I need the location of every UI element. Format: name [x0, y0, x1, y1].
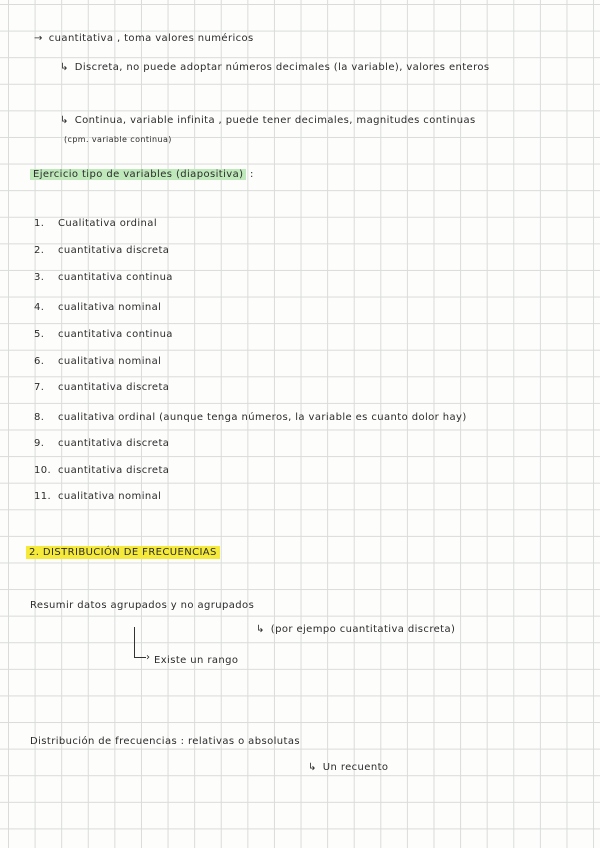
note-continua-aside: (cpm. variable continua) [64, 135, 172, 144]
ejemplo-line [256, 624, 455, 635]
list-item-text: Cualitativa ordinal [58, 218, 158, 229]
list-item-number: 8. [34, 412, 45, 423]
list-item-number: 3. [34, 272, 45, 283]
list-item-text: cuantitativa discreta [58, 245, 170, 256]
ejemplo-text: (por ejempo cuantitativa discreta) [270, 624, 456, 635]
list-item-number: 6. [34, 356, 45, 367]
list-item-number: 7. [34, 382, 45, 393]
distribucion-line: Distribución de frecuencias : relativas o absolutas [30, 736, 300, 747]
list-item [34, 272, 173, 283]
list-item-number: 9. [34, 438, 45, 449]
list-item-text: cualitativa nominal [58, 356, 162, 367]
list-item-text: cuantitativa discreta [58, 382, 170, 393]
list-item-text: cualitativa nominal [58, 491, 162, 502]
list-item [34, 356, 161, 367]
sub-arrow-icon: ↳ [60, 115, 69, 126]
list-item-number: 11. [34, 491, 52, 502]
note-discreta [60, 62, 490, 73]
list-item-number: 2. [34, 245, 45, 256]
note-continua [60, 115, 476, 126]
list-item-text: cuantitativa discreta [58, 438, 170, 449]
list-item-number: 5. [34, 329, 45, 340]
section2-heading [26, 547, 220, 558]
list-item [34, 412, 467, 423]
bracket-horizontal [134, 657, 146, 658]
list-item-text: cuantitativa continua [58, 329, 173, 340]
sub-arrow-icon: ↳ [256, 624, 265, 635]
ejercicio-heading [30, 169, 254, 180]
list-item [34, 491, 161, 502]
list-item [34, 245, 169, 256]
list-item [34, 329, 173, 340]
list-item [34, 438, 169, 449]
list-item-text: cuantitativa continua [58, 272, 173, 283]
resumir-line: Resumir datos agrupados y no agrupados [30, 600, 255, 611]
note-continua-text: Continua, variable infinita , puede tener decimales, magnitudes continuas [74, 115, 476, 126]
list-item-text: cualitativa ordinal (aunque tenga números, la variable es cuanto dolor hay) [58, 412, 467, 423]
note-discreta-text: Discreta, no puede adoptar números decimales (la variable), valores enteros [74, 62, 490, 73]
note-cuantitativa-text: cuantitativa , toma valores numéricos [48, 33, 254, 44]
section2-heading-text: 2. DISTRIBUCIÓN DE FRECUENCIAS [26, 546, 220, 559]
sub-arrow-icon: ↳ [308, 762, 317, 773]
existe-line: Existe un rango [154, 655, 239, 666]
ejercicio-heading-text: Ejercicio tipo de variables (diapositiva) [30, 169, 246, 180]
list-item-text: cuantitativa discreta [58, 465, 170, 476]
recuento-text: Un recuento [322, 762, 389, 773]
note-cuantitativa [34, 33, 254, 44]
arrow-icon: → [34, 33, 43, 44]
bracket-vertical [134, 627, 135, 657]
list-item [34, 465, 169, 476]
list-item-text: cualitativa nominal [58, 302, 162, 313]
list-item [34, 218, 157, 229]
recuento-line [308, 762, 388, 773]
list-item-number: 4. [34, 302, 45, 313]
list-item-number: 1. [34, 218, 45, 229]
list-item [34, 302, 161, 313]
list-item-number: 10. [34, 465, 52, 476]
list-item [34, 382, 169, 393]
arrow-head-icon: › [146, 652, 151, 663]
ejercicio-heading-colon: : [250, 169, 254, 180]
sub-arrow-icon: ↳ [60, 62, 69, 73]
